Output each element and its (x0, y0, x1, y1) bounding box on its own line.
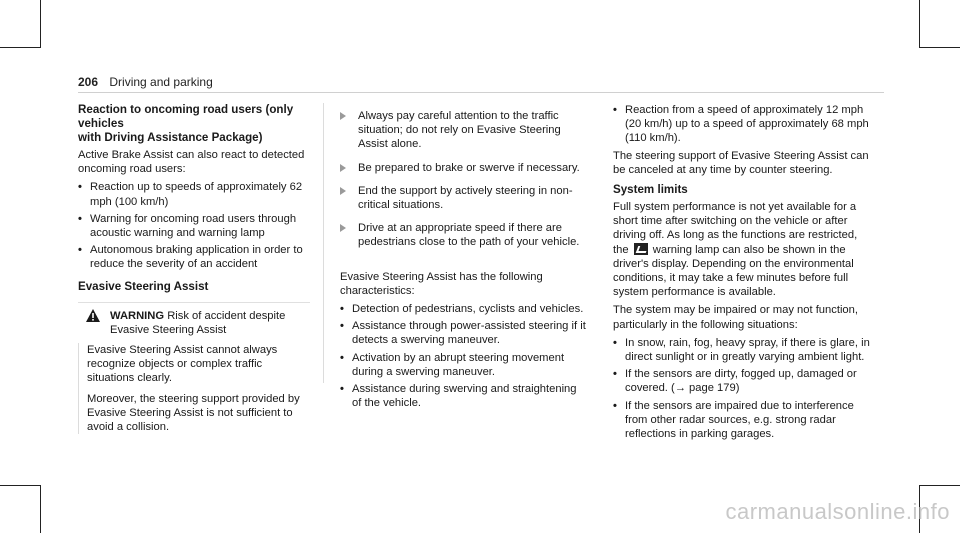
intro-text: Active Brake Assist can also react to detected oncoming road users: (78, 149, 305, 176)
arrow-icon (340, 224, 346, 232)
column-3 (613, 103, 875, 444)
section-title: Driving and parking (109, 75, 213, 89)
instruction-item: Drive at an appropriate speed if there are pedestrians close to the path of your vehicle. (330, 221, 588, 249)
crop-mark (40, 0, 41, 48)
list-item: • Reaction up to speeds of approximately 62 mph (100 km/h) (78, 181, 303, 208)
watermark: carmanualsonline.info (725, 499, 950, 524)
instruction-item: Always pay careful attention to the traffic situation; do not rely on Evasive Steering Assist alone. (330, 109, 588, 152)
list-item: • Reaction from a speed of approximately 12 mph (20 km/h) up to a speed of approximately 68 mph (110 km/h). (613, 104, 869, 145)
paragraph: The system may be impaired or may not function, particularly in the following situations: (613, 304, 858, 331)
list-item: • Warning for oncoming road users through acoustic warning and warning lamp (78, 212, 297, 240)
instruction-item: Be prepared to brake or swerve if necessary. (330, 161, 588, 175)
list-item: • Detection of pedestrians, cyclists and vehicles. (340, 303, 584, 316)
warning-box (78, 302, 310, 435)
list-item: • Assistance through power-assisted steering if it detects a swerving maneuver. (340, 320, 586, 347)
warning-triangle-icon (86, 309, 100, 326)
instruction-item: End the support by actively steering in non-critical situations. (330, 184, 588, 212)
header-divider (78, 92, 884, 93)
list-item: • Activation by an abrupt steering movement during a swerving maneuver. (340, 351, 565, 378)
crop-mark (40, 485, 41, 533)
crop-mark (919, 47, 960, 48)
list-item: • If the sensors are impaired due to interference from other radar sources, e.g. strong radar reflections in parking garages. (613, 399, 854, 441)
list-item: • In snow, rain, fog, heavy spray, if there is glare, in direct sunlight or in greatly varying ambient light. (613, 336, 870, 364)
list-item: • Assistance during swerving and straightening of the vehicle. (340, 383, 577, 410)
crop-mark (919, 0, 920, 48)
page-header (78, 75, 213, 89)
characteristics-intro: Evasive Steering Assist has the following characteristics: (340, 270, 543, 297)
steering-warning-lamp-icon (634, 243, 648, 255)
heading-system-limits: System limits (613, 183, 688, 197)
crop-mark (919, 485, 960, 486)
page-number: 206 (78, 75, 99, 89)
crop-mark (0, 485, 41, 486)
warning-title: WARNING Risk of accident despite Evasive Steering Assist (78, 309, 310, 337)
heading-evasive: Evasive Steering Assist (78, 279, 209, 293)
column-1 (78, 103, 310, 440)
crop-mark (0, 47, 41, 48)
list-item[interactable]: • If the sensors are dirty, fogged up, damaged or covered. (→ page 179) (613, 368, 857, 395)
warning-label: WARNING (110, 309, 165, 322)
paragraph: Full system performance is not yet available for a short time after switching on the vehicle or after driving off. As long as the functions are restricted, the warning lamp can also be shown in the driver's display. Depending on the environmental conditions, it may take a few minutes before full system performance is available. (613, 201, 858, 299)
warning-body: Evasive Steering Assist cannot always recognize objects or complex traffic situations clearly. Moreover, the steering support provided by Evasive Steering Assist is not sufficient to avoid a collision. (78, 343, 310, 434)
column-divider (323, 103, 324, 383)
heading-oncoming: Reaction to oncoming road users (only vehicles with Driving Assistance Package) (78, 103, 294, 144)
paragraph: The steering support of Evasive Steering Assist can be canceled at any time by counter steering. (613, 149, 869, 176)
list-item: • Autonomous braking application in order to reduce the severity of an accident (78, 244, 303, 271)
arrow-icon (340, 112, 346, 120)
arrow-icon (340, 187, 346, 195)
arrow-icon (340, 164, 346, 172)
column-2 (330, 103, 588, 413)
